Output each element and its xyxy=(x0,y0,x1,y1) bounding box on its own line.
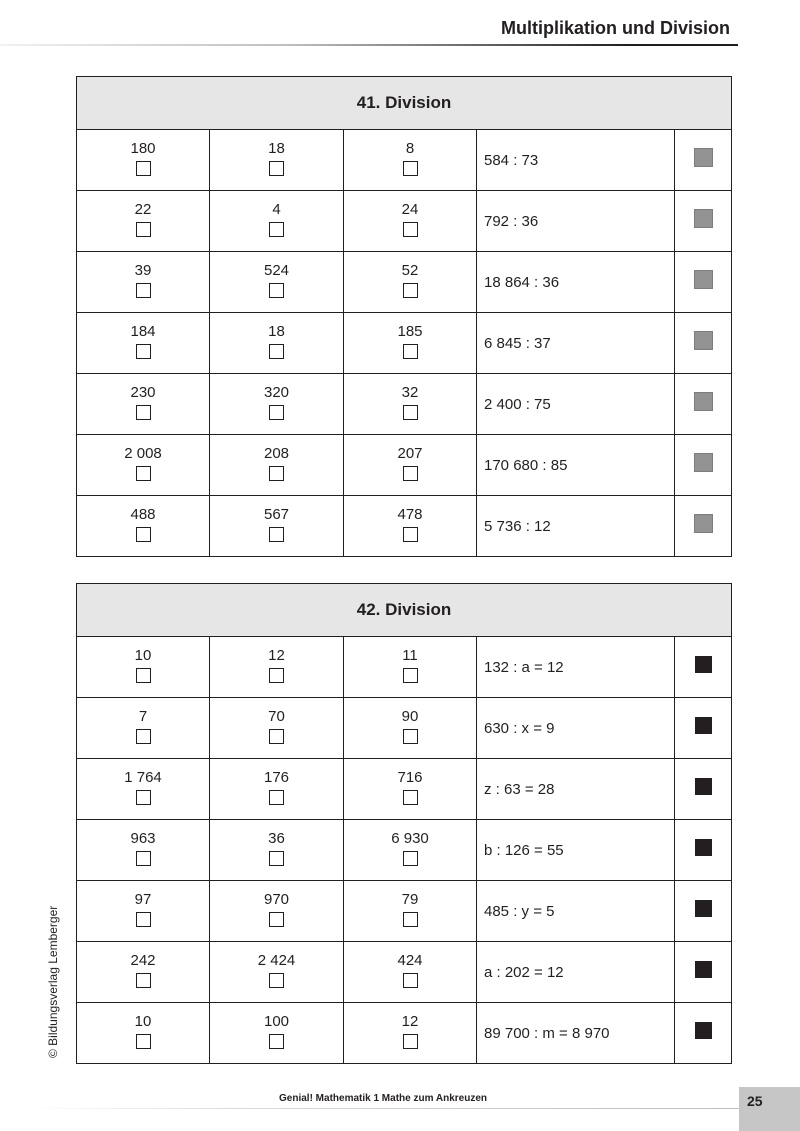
division-task: a : 202 = 12 xyxy=(477,942,675,1003)
result-marker-square xyxy=(694,148,713,167)
answer-option-value: 207 xyxy=(397,445,423,462)
result-marker-cell xyxy=(675,191,732,252)
result-marker-square xyxy=(695,961,712,978)
answer-option xyxy=(210,942,344,1003)
answer-option-value: 52 xyxy=(401,262,419,279)
answer-option-value: 185 xyxy=(397,323,423,340)
answer-option xyxy=(77,435,210,496)
answer-checkbox[interactable] xyxy=(269,790,284,805)
table-row xyxy=(77,1003,732,1064)
exercise-title: 42. Division xyxy=(77,584,732,637)
result-marker-square xyxy=(694,209,713,228)
answer-option xyxy=(77,942,210,1003)
answer-option xyxy=(344,759,477,820)
answer-option xyxy=(344,820,477,881)
answer-option-value: 716 xyxy=(397,769,423,786)
table-row xyxy=(77,881,732,942)
answer-option xyxy=(210,881,344,942)
division-task: 485 : y = 5 xyxy=(477,881,675,942)
result-marker-cell xyxy=(675,942,732,1003)
answer-option-value: 32 xyxy=(401,384,419,401)
table-row xyxy=(77,313,732,374)
division-task: 132 : a = 12 xyxy=(477,637,675,698)
answer-checkbox[interactable] xyxy=(269,851,284,866)
answer-checkbox[interactable] xyxy=(269,668,284,683)
answer-option-value: 90 xyxy=(401,708,419,725)
answer-checkbox[interactable] xyxy=(136,851,151,866)
page-number: 25 xyxy=(739,1087,800,1131)
result-marker-square xyxy=(694,331,713,350)
answer-option-value: 176 xyxy=(263,769,290,786)
answer-option xyxy=(210,191,344,252)
answer-option xyxy=(344,374,477,435)
answer-option-value: 230 xyxy=(130,384,156,401)
answer-option xyxy=(344,130,477,191)
answer-checkbox[interactable] xyxy=(136,527,151,542)
answer-checkbox[interactable] xyxy=(403,344,418,359)
answer-option xyxy=(77,637,210,698)
answer-option xyxy=(77,820,210,881)
answer-option xyxy=(210,374,344,435)
answer-option xyxy=(344,637,477,698)
answer-checkbox[interactable] xyxy=(136,1034,151,1049)
answer-checkbox[interactable] xyxy=(403,222,418,237)
division-task: 630 : x = 9 xyxy=(477,698,675,759)
answer-option-value: 10 xyxy=(134,647,152,664)
answer-checkbox[interactable] xyxy=(136,912,151,927)
table-row xyxy=(77,942,732,1003)
division-task: 18 864 : 36 xyxy=(477,252,675,313)
answer-option xyxy=(77,313,210,374)
answer-option xyxy=(77,698,210,759)
answer-checkbox[interactable] xyxy=(403,668,418,683)
table-row xyxy=(77,698,732,759)
result-marker-cell xyxy=(675,130,732,191)
answer-option xyxy=(210,1003,344,1064)
answer-option-value: 11 xyxy=(402,647,418,664)
result-marker-cell xyxy=(675,496,732,557)
answer-option xyxy=(77,881,210,942)
answer-option xyxy=(210,435,344,496)
division-task: z : 63 = 28 xyxy=(477,759,675,820)
answer-checkbox[interactable] xyxy=(269,222,284,237)
footer-rule xyxy=(30,1108,740,1109)
table-row xyxy=(77,191,732,252)
answer-option-value: 8 xyxy=(405,140,415,157)
result-marker-cell xyxy=(675,1003,732,1064)
answer-option xyxy=(77,1003,210,1064)
result-marker-square xyxy=(694,392,713,411)
page-header-title: Multiplikation und Division xyxy=(501,18,730,38)
answer-option-value: 36 xyxy=(268,830,285,847)
answer-checkbox[interactable] xyxy=(136,405,151,420)
result-marker-square xyxy=(695,778,712,795)
exercise-title: 41. Division xyxy=(77,77,732,130)
answer-checkbox[interactable] xyxy=(403,973,418,988)
answer-option xyxy=(210,698,344,759)
answer-checkbox[interactable] xyxy=(136,973,151,988)
answer-option-value: 24 xyxy=(401,201,419,218)
result-marker-cell xyxy=(675,374,732,435)
answer-checkbox[interactable] xyxy=(269,729,284,744)
answer-checkbox[interactable] xyxy=(403,527,418,542)
answer-checkbox[interactable] xyxy=(269,912,284,927)
table-row xyxy=(77,759,732,820)
table-row xyxy=(77,435,732,496)
result-marker-cell xyxy=(675,252,732,313)
answer-option xyxy=(344,252,477,313)
answer-checkbox[interactable] xyxy=(136,161,151,176)
answer-option-value: 180 xyxy=(130,140,156,157)
answer-option-value: 18 xyxy=(268,323,285,340)
exercise-42-table xyxy=(76,583,732,1064)
answer-checkbox[interactable] xyxy=(136,466,151,481)
answer-option-value: 22 xyxy=(134,201,152,218)
answer-checkbox[interactable] xyxy=(269,344,284,359)
answer-option-value: 79 xyxy=(401,891,419,908)
exercise-41-table xyxy=(76,76,732,557)
copyright-notice: © Bildungsverlag Lemberger xyxy=(46,905,60,1058)
answer-option-value: 567 xyxy=(263,506,290,523)
answer-checkbox[interactable] xyxy=(269,161,284,176)
table-row xyxy=(77,130,732,191)
division-task: 2 400 : 75 xyxy=(477,374,675,435)
answer-option-value: 2 424 xyxy=(257,952,296,969)
division-task: 6 845 : 37 xyxy=(477,313,675,374)
answer-option xyxy=(210,130,344,191)
table-row xyxy=(77,637,732,698)
answer-option xyxy=(210,759,344,820)
result-marker-cell xyxy=(675,637,732,698)
answer-option xyxy=(77,496,210,557)
result-marker-square xyxy=(694,514,713,533)
table-row xyxy=(77,496,732,557)
result-marker-square xyxy=(694,453,713,472)
answer-checkbox[interactable] xyxy=(403,283,418,298)
answer-option xyxy=(77,374,210,435)
answer-checkbox[interactable] xyxy=(136,668,151,683)
answer-checkbox[interactable] xyxy=(403,405,418,420)
answer-option-value: 10 xyxy=(134,1013,152,1030)
header-rule xyxy=(0,44,738,46)
answer-checkbox[interactable] xyxy=(403,851,418,866)
result-marker-cell xyxy=(675,435,732,496)
table-row xyxy=(77,252,732,313)
answer-option-value: 7 xyxy=(138,708,148,725)
answer-option-value: 208 xyxy=(263,445,290,462)
answer-option xyxy=(77,252,210,313)
answer-option-value: 320 xyxy=(263,384,290,401)
division-task: 170 680 : 85 xyxy=(477,435,675,496)
answer-checkbox[interactable] xyxy=(403,466,418,481)
answer-option-value: 424 xyxy=(397,952,423,969)
answer-checkbox[interactable] xyxy=(136,283,151,298)
answer-option xyxy=(344,191,477,252)
answer-option-value: 184 xyxy=(130,323,156,340)
answer-option-value: 100 xyxy=(263,1013,290,1030)
result-marker-square xyxy=(695,1022,712,1039)
division-task: 792 : 36 xyxy=(477,191,675,252)
division-task: b : 126 = 55 xyxy=(477,820,675,881)
answer-option xyxy=(344,698,477,759)
result-marker-square xyxy=(695,839,712,856)
answer-option-value: 524 xyxy=(263,262,290,279)
answer-option-value: 18 xyxy=(268,140,285,157)
result-marker-cell xyxy=(675,820,732,881)
answer-checkbox[interactable] xyxy=(136,344,151,359)
answer-option xyxy=(77,759,210,820)
answer-option xyxy=(210,313,344,374)
answer-option-value: 12 xyxy=(401,1013,419,1030)
division-task: 584 : 73 xyxy=(477,130,675,191)
answer-checkbox[interactable] xyxy=(136,222,151,237)
answer-option-value: 1 764 xyxy=(124,769,162,786)
answer-option-value: 2 008 xyxy=(124,445,162,462)
answer-checkbox[interactable] xyxy=(403,161,418,176)
answer-checkbox[interactable] xyxy=(136,729,151,744)
answer-option xyxy=(344,1003,477,1064)
division-task: 89 700 : m = 8 970 xyxy=(477,1003,675,1064)
answer-checkbox[interactable] xyxy=(403,1034,418,1049)
answer-option xyxy=(344,496,477,557)
answer-checkbox[interactable] xyxy=(269,466,284,481)
answer-checkbox[interactable] xyxy=(403,912,418,927)
result-marker-cell xyxy=(675,313,732,374)
answer-option-value: 6 930 xyxy=(391,830,429,847)
answer-option xyxy=(344,942,477,1003)
answer-option xyxy=(210,637,344,698)
answer-checkbox[interactable] xyxy=(269,527,284,542)
answer-option xyxy=(210,820,344,881)
answer-option-value: 39 xyxy=(134,262,152,279)
answer-option xyxy=(344,313,477,374)
answer-checkbox[interactable] xyxy=(269,1034,284,1049)
answer-option-value: 488 xyxy=(130,506,156,523)
answer-option xyxy=(344,435,477,496)
answer-option xyxy=(77,130,210,191)
answer-option-value: 70 xyxy=(268,708,285,725)
table-row xyxy=(77,374,732,435)
answer-option-value: 12 xyxy=(268,647,285,664)
answer-option-value: 4 xyxy=(272,201,281,218)
answer-checkbox[interactable] xyxy=(269,973,284,988)
answer-option-value: 242 xyxy=(130,952,156,969)
answer-option-value: 97 xyxy=(134,891,152,908)
result-marker-cell xyxy=(675,698,732,759)
table-row xyxy=(77,820,732,881)
result-marker-square xyxy=(695,900,712,917)
answer-option-value: 478 xyxy=(397,506,423,523)
answer-checkbox[interactable] xyxy=(269,405,284,420)
answer-checkbox[interactable] xyxy=(403,790,418,805)
result-marker-cell xyxy=(675,759,732,820)
division-task: 5 736 : 12 xyxy=(477,496,675,557)
answer-checkbox[interactable] xyxy=(269,283,284,298)
result-marker-square xyxy=(694,270,713,289)
answer-checkbox[interactable] xyxy=(403,729,418,744)
answer-option xyxy=(344,881,477,942)
answer-checkbox[interactable] xyxy=(136,790,151,805)
result-marker-square xyxy=(695,717,712,734)
result-marker-square xyxy=(695,656,712,673)
answer-option xyxy=(210,496,344,557)
answer-option xyxy=(210,252,344,313)
result-marker-cell xyxy=(675,881,732,942)
answer-option-value: 970 xyxy=(263,891,290,908)
footer-book-title: Genial! Mathematik 1 Mathe zum Ankreuzen xyxy=(279,1093,488,1104)
answer-option-value: 963 xyxy=(130,830,156,847)
answer-option xyxy=(77,191,210,252)
